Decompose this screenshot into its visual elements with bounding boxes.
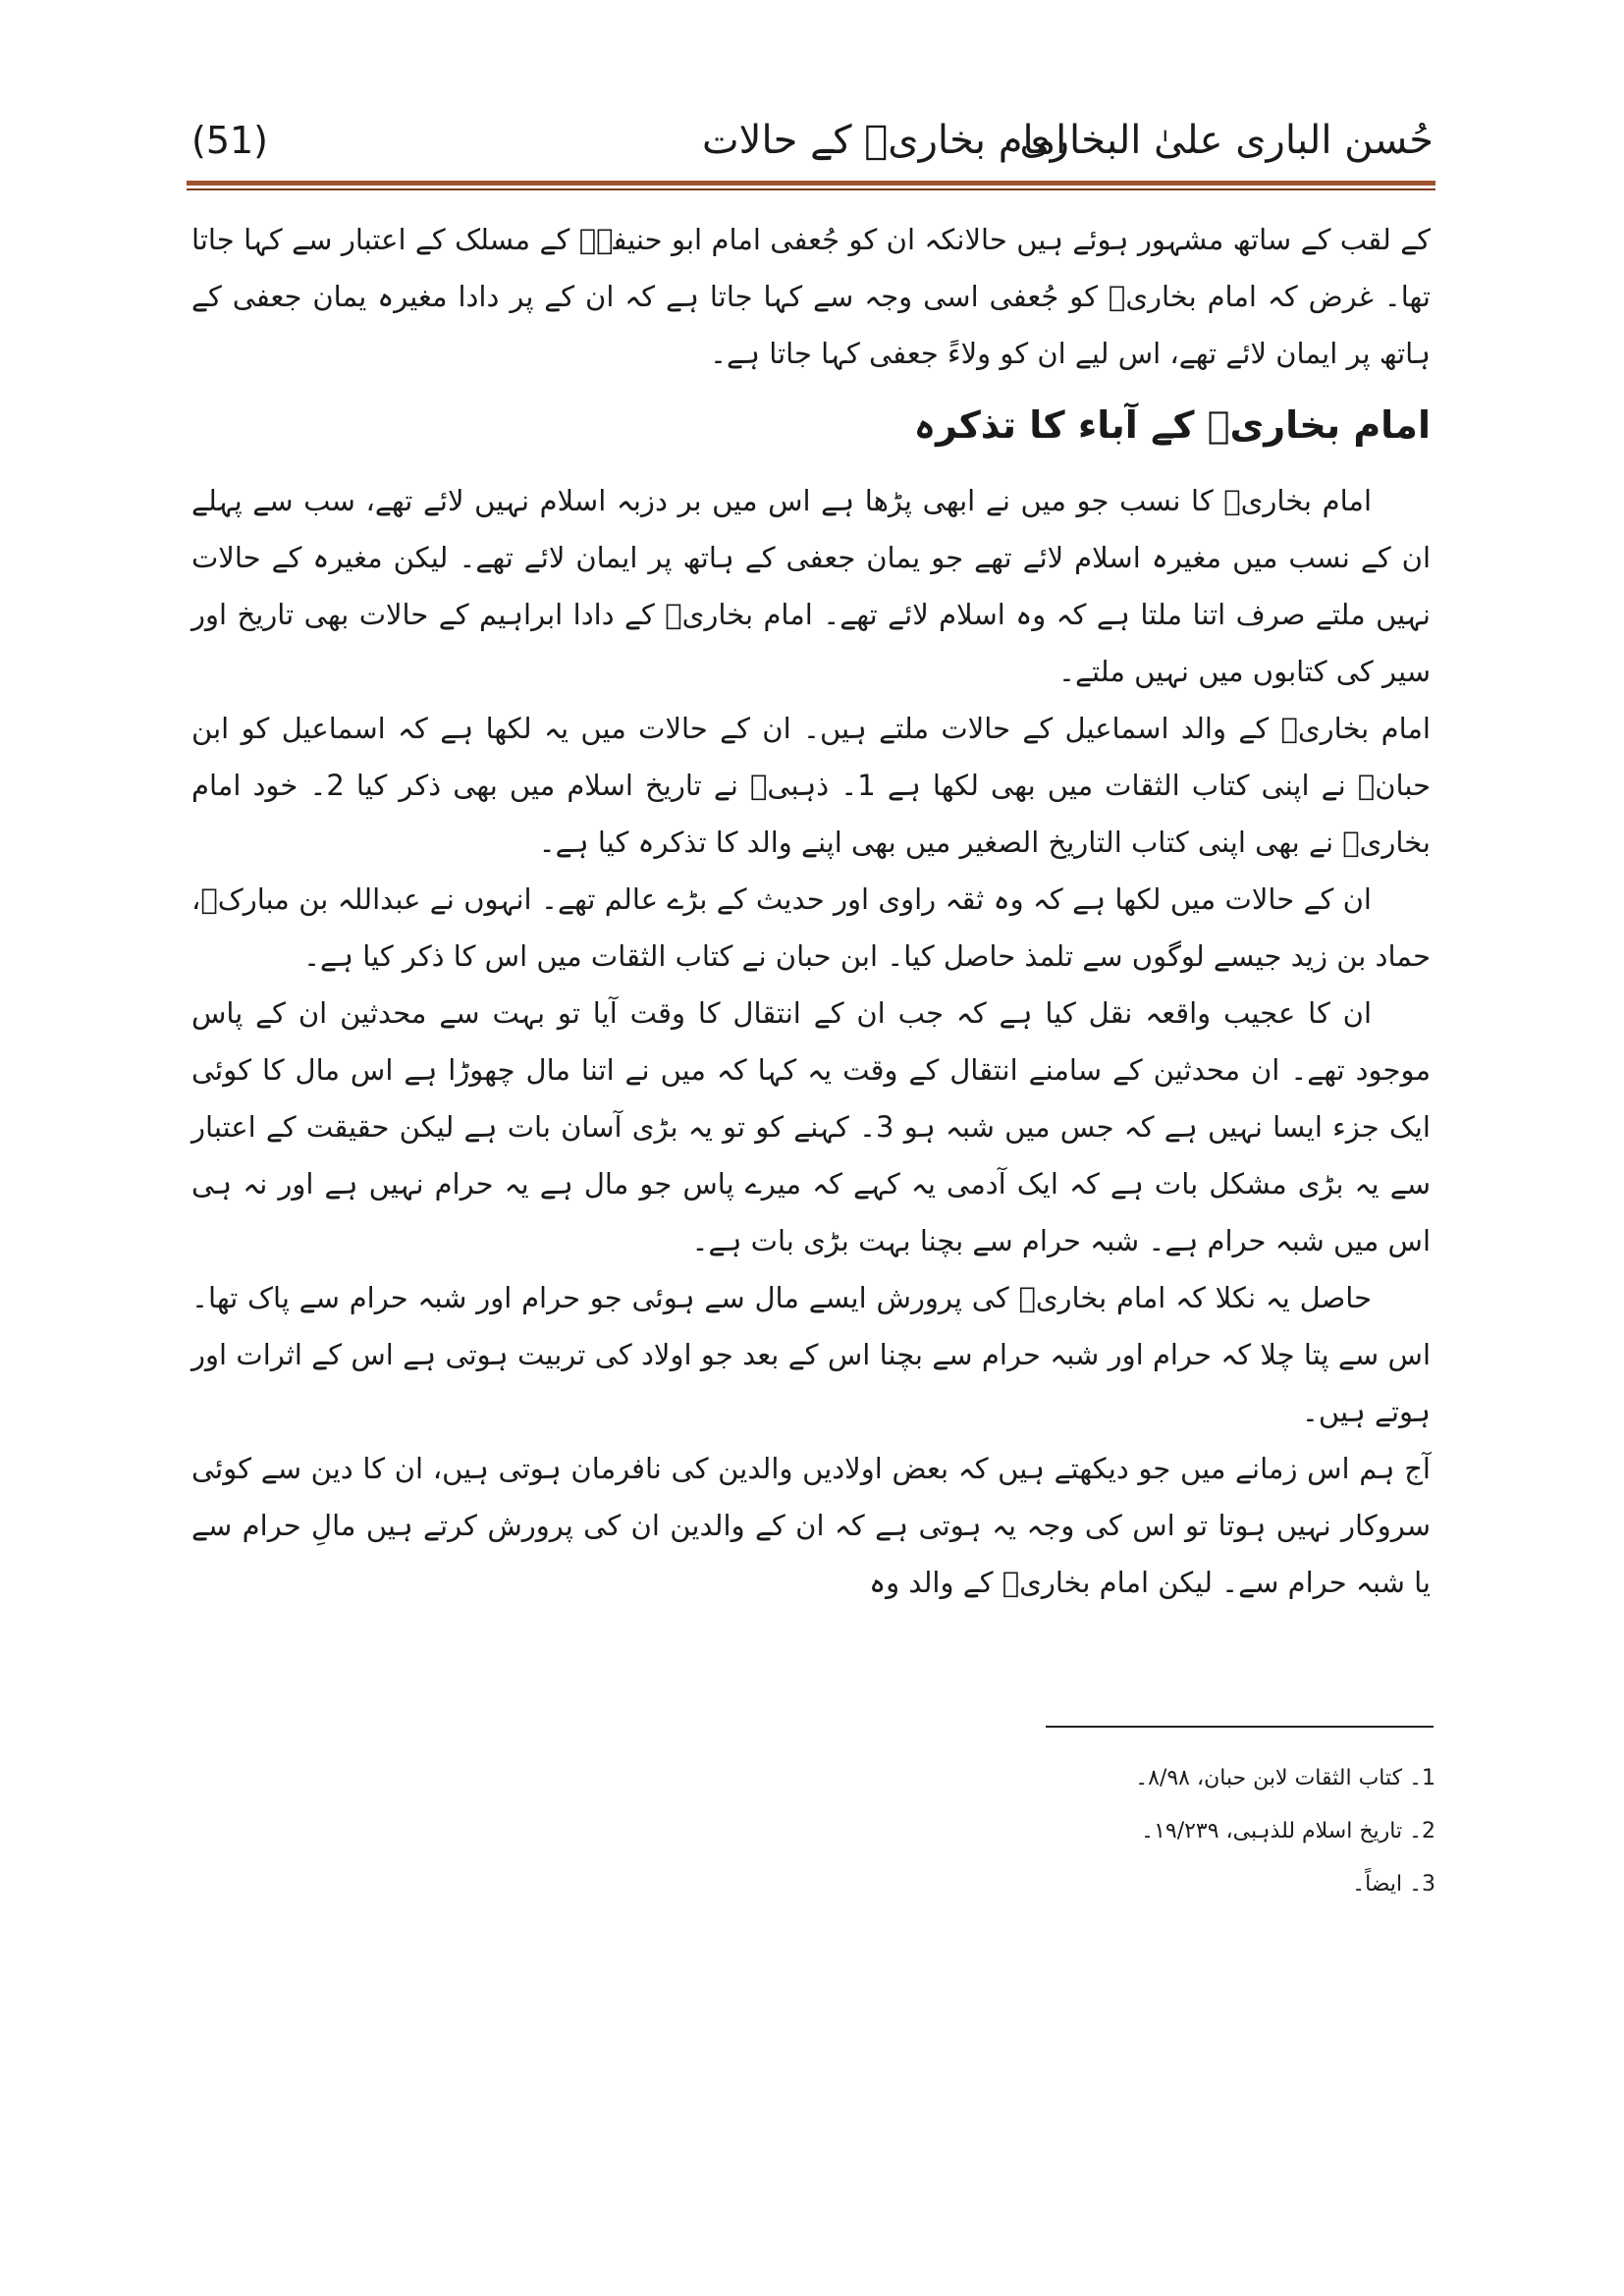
page-body xyxy=(191,211,1431,1611)
footnotes xyxy=(982,1752,1435,1911)
paragraph: امام بخاریؒ کا نسب جو میں نے ابھی پڑھا ہے اس میں بر دزبہ اسلام نہیں لائے تھے، سب سے پہلے ان کے نسب میں مغیرہ اسلام لائے تھے جو یمان جعفی کے ہاتھ پر ایمان لائے تھے۔ لیکن مغیرہ کے حالات نہیں ملتے صرف اتنا ملتا ہے کہ وہ اسلام لائے تھے۔ امام بخاریؒ کے دادا ابراہیم کے حالات بھی تاریخ اور سیر کی کتابوں میں نہیں ملتے۔ xyxy=(191,484,1431,688)
footnote: 3۔ ایضاً۔ xyxy=(1352,1872,1435,1896)
paragraph: ان کا عجیب واقعہ نقل کیا ہے کہ جب ان کے انتقال کا وقت آیا تو بہت سے محدثین ان کے پاس موجود تھے۔ ان محدثین کے سامنے انتقال کے وقت یہ کہا کہ میں نے اتنا مال چھوڑا ہے اس مال کا کوئی ایک جزء ایسا نہیں ہے کہ جس میں شبہ ہو 3۔ کہنے کو تو یہ بڑی آسان بات ہے لیکن حقیقت کے اعتبار سے یہ بڑی مشکل بات ہے کہ ایک آدمی یہ کہے کہ میرے پاس جو مال ہے یہ حرام نہیں ہے اور نہ ہی اس میں شبہ حرام ہے۔ شبہ حرام سے بچنا بہت بڑی بات ہے۔ xyxy=(191,996,1431,1257)
page-header xyxy=(191,116,1434,175)
footnote-separator xyxy=(1046,1726,1434,1728)
header-rule-thin xyxy=(187,188,1435,190)
paragraph: آج ہم اس زمانے میں جو دیکھتے ہیں کہ بعض اولادیں والدین کی نافرمان ہوتی ہیں، ان کا دین سے کوئی سروکار نہیں ہوتا تو اس کی وجہ یہ ہوتی ہے کہ ان کے والدین ان کی پرورش کرتے ہیں مالِ حرام سے یا شبہ حرام سے۔ لیکن امام بخاریؒ کے والد وہ xyxy=(191,1452,1431,1599)
chapter-title: امام بخاریؒ کے حالات xyxy=(702,118,1067,163)
section-heading: امام بخاریؒ کے آباء کا تذکرہ xyxy=(913,403,1431,447)
footnote: 2۔ تاریخ اسلام للذہبی، ۱۹/۲۳۹۔ xyxy=(1141,1819,1435,1843)
book-title: حُسن الباری علیٰ البخاری xyxy=(1019,118,1434,163)
header-rule xyxy=(187,181,1435,186)
paragraph: ان کے حالات میں لکھا ہے کہ وہ ثقہ راوی اور حدیث کے بڑے عالم تھے۔ انہوں نے عبداللہ بن مبارکؒ، حماد بن زید جیسے لوگوں سے تلمذ حاصل کیا۔ ابن حبان نے کتاب الثقات میں اس کا ذکر کیا ہے۔ xyxy=(191,882,1431,973)
paragraph: حاصل یہ نکلا کہ امام بخاریؒ کی پرورش ایسے مال سے ہوئی جو حرام اور شبہ حرام سے پاک تھا۔ اس سے پتا چلا کہ حرام اور شبہ حرام سے بچنا اس کے بعد جو اولاد کی تربیت ہوتی ہے اس کے اثرات اور ہوتے ہیں۔ xyxy=(191,1281,1431,1428)
paragraph: امام بخاریؒ کے والد اسماعیل کے حالات ملتے ہیں۔ ان کے حالات میں یہ لکھا ہے کہ اسماعیل کو ابن حبانؒ نے اپنی کتاب الثقات میں بھی لکھا ہے 1۔ ذہبیؒ نے تاریخ اسلام میں بھی ذکر کیا 2۔ خود امام بخاریؒ نے بھی اپنی کتاب التاریخ الصغیر میں بھی اپنے والد کا تذکرہ کیا ہے۔ xyxy=(191,712,1431,859)
page-number: (51) xyxy=(191,119,269,162)
intro-paragraph: کے لقب کے ساتھ مشہور ہوئے ہیں حالانکہ ان کو جُعفی امام ابو حنیفہؒ کے مسلک کے اعتبار سے کہا جاتا تھا۔ غرض کہ امام بخاریؒ کو جُعفی اسی وجہ سے کہا جاتا ہے کہ ان کے پر دادا مغیرہ یمان جعفی کے ہاتھ پر ایمان لائے تھے، اس لیے ان کو ولاءً جعفی کہا جاتا ہے۔ xyxy=(191,223,1431,370)
footnote: 1۔ کتاب الثقات لابن حبان، ۸/۹۸۔ xyxy=(1135,1766,1435,1790)
